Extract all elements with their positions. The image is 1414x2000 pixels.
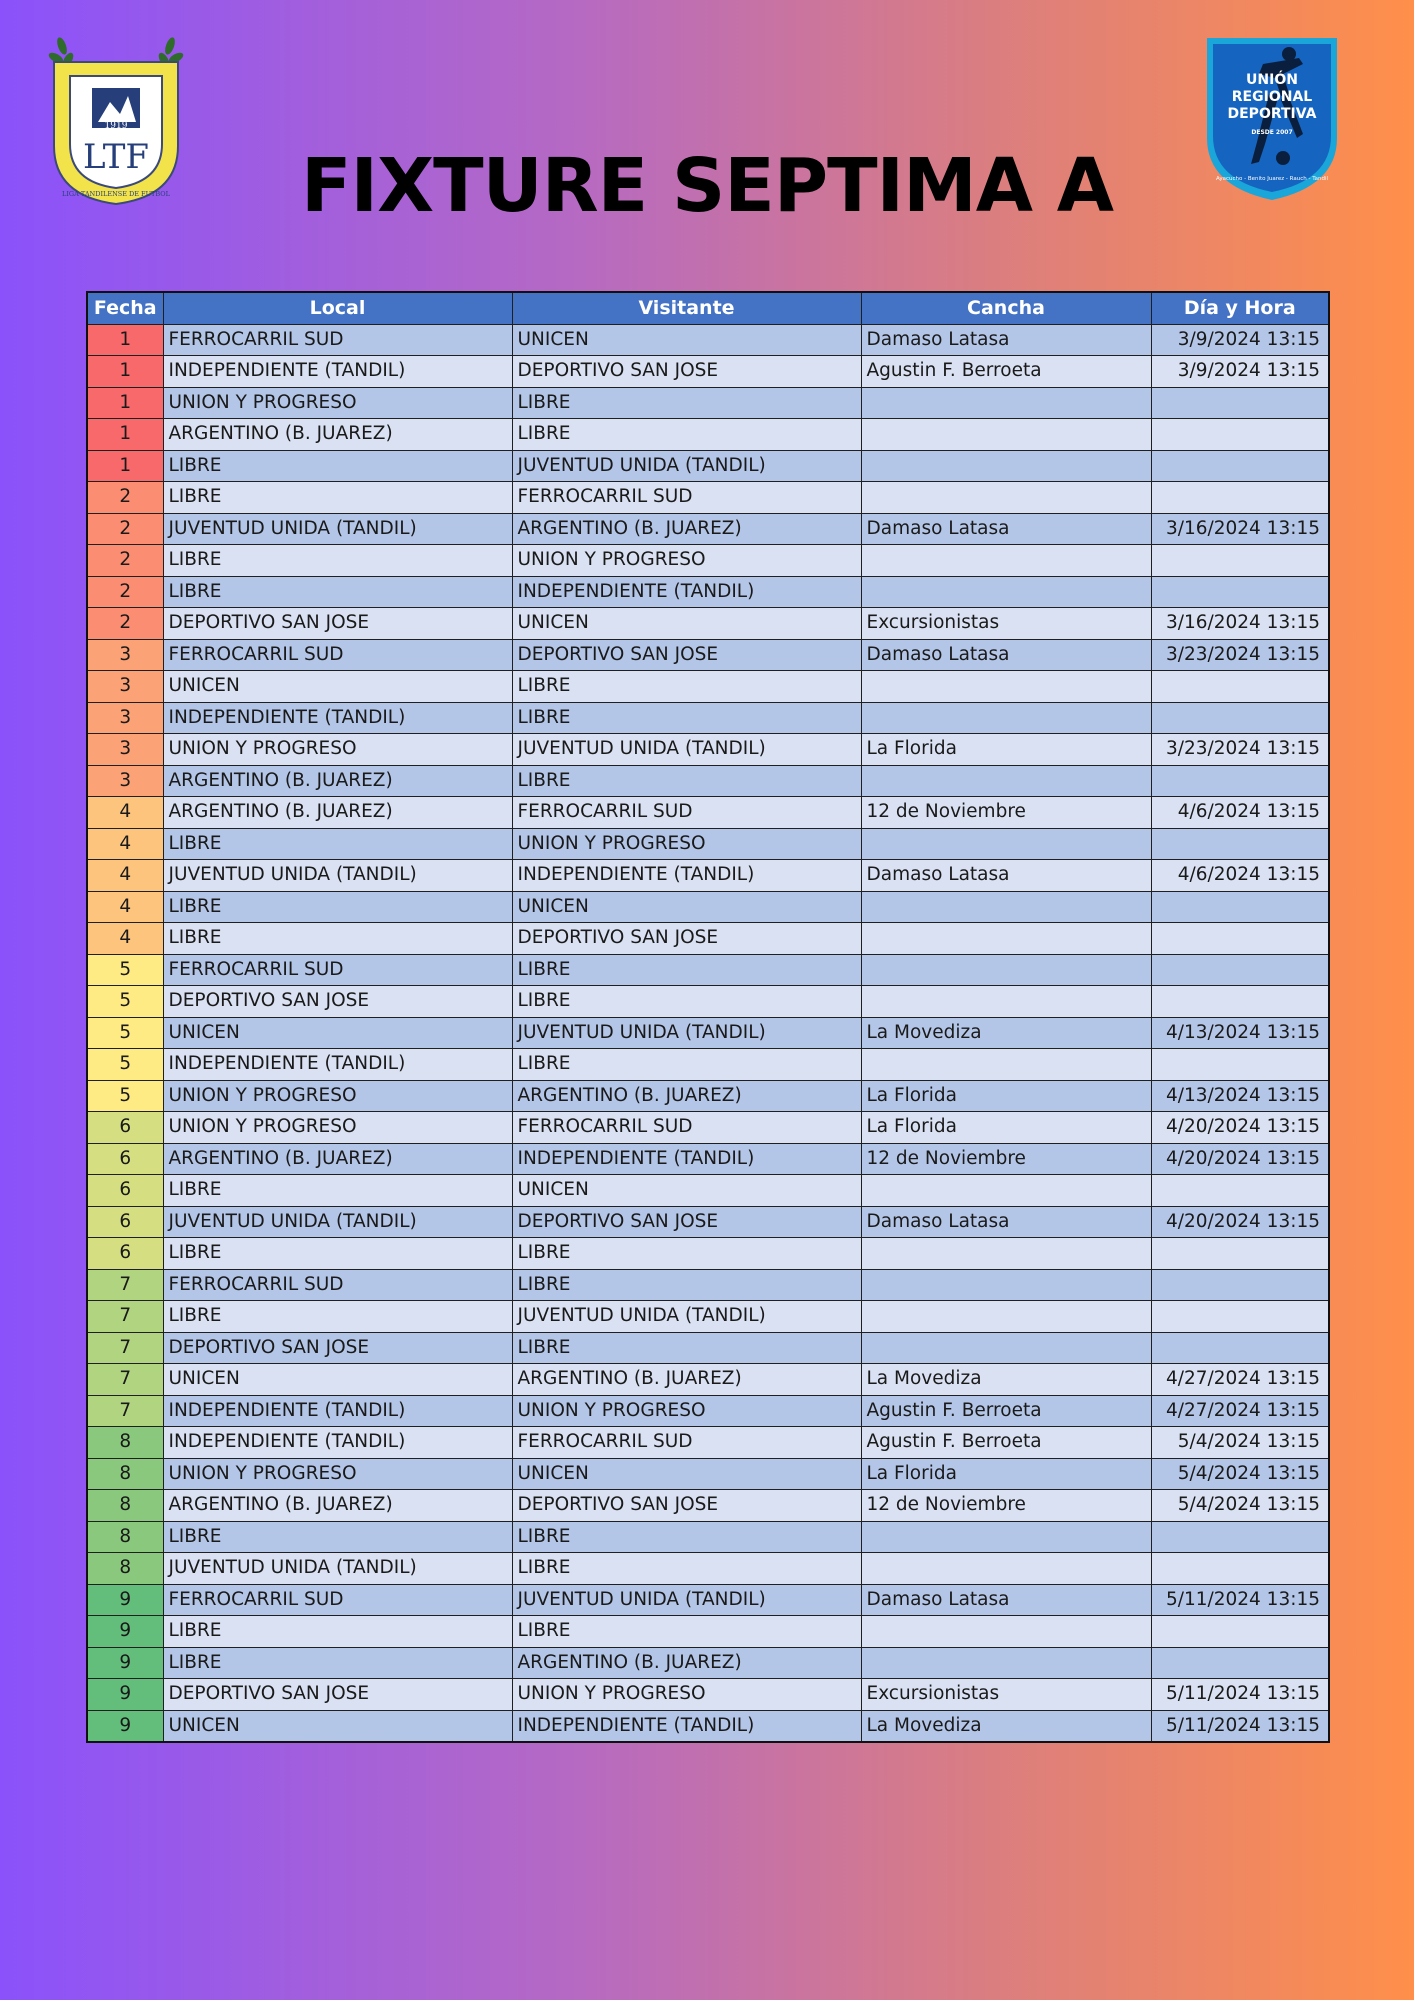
visitante-cell: LIBRE bbox=[512, 1332, 861, 1364]
visitante-cell: LIBRE bbox=[512, 387, 861, 419]
header-local: Local bbox=[163, 292, 512, 324]
page-title: FIXTURE SEPTIMA A bbox=[300, 143, 1114, 229]
table-row bbox=[87, 419, 1329, 451]
local-cell: FERROCARRIL SUD bbox=[163, 1584, 512, 1616]
fecha-cell: 8 bbox=[87, 1521, 163, 1553]
visitante-cell: UNION Y PROGRESO bbox=[512, 1679, 861, 1711]
table-row bbox=[87, 1647, 1329, 1679]
local-cell: DEPORTIVO SAN JOSE bbox=[163, 608, 512, 640]
ltf-ring-text: LIGA TANDILENSE DE FUTBOL bbox=[62, 190, 170, 198]
local-cell: LIBRE bbox=[163, 450, 512, 482]
table-row bbox=[87, 954, 1329, 986]
visitante-cell: UNICEN bbox=[512, 1458, 861, 1490]
cancha-cell bbox=[861, 545, 1151, 577]
fecha-cell: 2 bbox=[87, 482, 163, 514]
dia-hora-cell: 3/9/2024 13:15 bbox=[1151, 356, 1329, 388]
table-row bbox=[87, 986, 1329, 1018]
dia-hora-cell bbox=[1151, 828, 1329, 860]
dia-hora-cell bbox=[1151, 1269, 1329, 1301]
dia-hora-cell: 4/20/2024 13:15 bbox=[1151, 1206, 1329, 1238]
local-cell: LIBRE bbox=[163, 1521, 512, 1553]
visitante-cell: UNICEN bbox=[512, 324, 861, 356]
table-row bbox=[87, 1679, 1329, 1711]
dia-hora-cell bbox=[1151, 1616, 1329, 1648]
local-cell: UNION Y PROGRESO bbox=[163, 387, 512, 419]
table-row bbox=[87, 1269, 1329, 1301]
visitante-cell: LIBRE bbox=[512, 986, 861, 1018]
table-row bbox=[87, 702, 1329, 734]
table-row bbox=[87, 1206, 1329, 1238]
visitante-cell: ARGENTINO (B. JUAREZ) bbox=[512, 1364, 861, 1396]
visitante-cell: FERROCARRIL SUD bbox=[512, 1427, 861, 1459]
visitante-cell: ARGENTINO (B. JUAREZ) bbox=[512, 513, 861, 545]
dia-hora-cell bbox=[1151, 1238, 1329, 1270]
table-row bbox=[87, 513, 1329, 545]
visitante-cell: INDEPENDIENTE (TANDIL) bbox=[512, 1710, 861, 1742]
local-cell: JUVENTUD UNIDA (TANDIL) bbox=[163, 513, 512, 545]
dia-hora-cell bbox=[1151, 671, 1329, 703]
local-cell: UNICEN bbox=[163, 671, 512, 703]
local-cell: UNION Y PROGRESO bbox=[163, 734, 512, 766]
local-cell: DEPORTIVO SAN JOSE bbox=[163, 1679, 512, 1711]
visitante-cell: LIBRE bbox=[512, 765, 861, 797]
table-row bbox=[87, 1553, 1329, 1585]
dia-hora-cell: 4/20/2024 13:15 bbox=[1151, 1143, 1329, 1175]
table-row bbox=[87, 1364, 1329, 1396]
fecha-cell: 5 bbox=[87, 1017, 163, 1049]
dia-hora-cell bbox=[1151, 923, 1329, 955]
local-cell: LIBRE bbox=[163, 828, 512, 860]
fecha-cell: 7 bbox=[87, 1301, 163, 1333]
cancha-cell bbox=[861, 765, 1151, 797]
visitante-cell: LIBRE bbox=[512, 1238, 861, 1270]
table-row bbox=[87, 891, 1329, 923]
visitante-cell: INDEPENDIENTE (TANDIL) bbox=[512, 1143, 861, 1175]
dia-hora-cell bbox=[1151, 1553, 1329, 1585]
dia-hora-cell: 5/11/2024 13:15 bbox=[1151, 1584, 1329, 1616]
dia-hora-cell bbox=[1151, 1521, 1329, 1553]
cancha-cell: Excursionistas bbox=[861, 608, 1151, 640]
fecha-cell: 6 bbox=[87, 1238, 163, 1270]
dia-hora-cell bbox=[1151, 1301, 1329, 1333]
visitante-cell: UNION Y PROGRESO bbox=[512, 1395, 861, 1427]
cancha-cell: La Movediza bbox=[861, 1017, 1151, 1049]
cancha-cell: Agustin F. Berroeta bbox=[861, 1427, 1151, 1459]
cancha-cell bbox=[861, 1049, 1151, 1081]
table-row bbox=[87, 1049, 1329, 1081]
visitante-cell: JUVENTUD UNIDA (TANDIL) bbox=[512, 450, 861, 482]
local-cell: LIBRE bbox=[163, 923, 512, 955]
visitante-cell: FERROCARRIL SUD bbox=[512, 482, 861, 514]
local-cell: LIBRE bbox=[163, 891, 512, 923]
visitante-cell: FERROCARRIL SUD bbox=[512, 1112, 861, 1144]
visitante-cell: JUVENTUD UNIDA (TANDIL) bbox=[512, 734, 861, 766]
dia-hora-cell: 3/9/2024 13:15 bbox=[1151, 324, 1329, 356]
visitante-cell: DEPORTIVO SAN JOSE bbox=[512, 923, 861, 955]
fecha-cell: 2 bbox=[87, 576, 163, 608]
local-cell: DEPORTIVO SAN JOSE bbox=[163, 986, 512, 1018]
fixture-table bbox=[86, 291, 1330, 1743]
local-cell: LIBRE bbox=[163, 482, 512, 514]
cancha-cell: La Florida bbox=[861, 1112, 1151, 1144]
fecha-cell: 8 bbox=[87, 1553, 163, 1585]
local-cell: FERROCARRIL SUD bbox=[163, 954, 512, 986]
visitante-cell: UNICEN bbox=[512, 608, 861, 640]
table-row bbox=[87, 1175, 1329, 1207]
local-cell: UNICEN bbox=[163, 1710, 512, 1742]
fecha-cell: 6 bbox=[87, 1206, 163, 1238]
visitante-cell: INDEPENDIENTE (TANDIL) bbox=[512, 576, 861, 608]
visitante-cell: LIBRE bbox=[512, 419, 861, 451]
dia-hora-cell bbox=[1151, 1175, 1329, 1207]
fecha-cell: 4 bbox=[87, 891, 163, 923]
fecha-cell: 7 bbox=[87, 1269, 163, 1301]
dia-hora-cell: 4/13/2024 13:15 bbox=[1151, 1017, 1329, 1049]
dia-hora-cell bbox=[1151, 1332, 1329, 1364]
fecha-cell: 5 bbox=[87, 986, 163, 1018]
fecha-cell: 4 bbox=[87, 860, 163, 892]
table-row bbox=[87, 1584, 1329, 1616]
visitante-cell: LIBRE bbox=[512, 671, 861, 703]
table-row bbox=[87, 356, 1329, 388]
dia-hora-cell bbox=[1151, 765, 1329, 797]
table-row bbox=[87, 1458, 1329, 1490]
table-header-row bbox=[87, 292, 1329, 324]
visitante-cell: LIBRE bbox=[512, 1553, 861, 1585]
cancha-cell bbox=[861, 1332, 1151, 1364]
fecha-cell: 4 bbox=[87, 797, 163, 829]
fecha-cell: 5 bbox=[87, 954, 163, 986]
cancha-cell: 12 de Noviembre bbox=[861, 1490, 1151, 1522]
visitante-cell: LIBRE bbox=[512, 1521, 861, 1553]
dia-hora-cell bbox=[1151, 450, 1329, 482]
cancha-cell bbox=[861, 419, 1151, 451]
dia-hora-cell bbox=[1151, 387, 1329, 419]
cancha-cell: Damaso Latasa bbox=[861, 1206, 1151, 1238]
header-cancha: Cancha bbox=[861, 292, 1151, 324]
fecha-cell: 2 bbox=[87, 513, 163, 545]
cancha-cell bbox=[861, 1521, 1151, 1553]
cancha-cell: 12 de Noviembre bbox=[861, 797, 1151, 829]
table-row bbox=[87, 576, 1329, 608]
visitante-cell: LIBRE bbox=[512, 1269, 861, 1301]
local-cell: INDEPENDIENTE (TANDIL) bbox=[163, 356, 512, 388]
visitante-cell: DEPORTIVO SAN JOSE bbox=[512, 1206, 861, 1238]
table-row bbox=[87, 639, 1329, 671]
cancha-cell bbox=[861, 923, 1151, 955]
cancha-cell bbox=[861, 1616, 1151, 1648]
local-cell: UNICEN bbox=[163, 1017, 512, 1049]
dia-hora-cell bbox=[1151, 891, 1329, 923]
urd-line2: REGIONAL bbox=[1231, 89, 1313, 105]
fecha-cell: 1 bbox=[87, 450, 163, 482]
table-row bbox=[87, 1301, 1329, 1333]
table-row bbox=[87, 450, 1329, 482]
visitante-cell: UNICEN bbox=[512, 1175, 861, 1207]
table-row bbox=[87, 765, 1329, 797]
table-row bbox=[87, 545, 1329, 577]
dia-hora-cell: 4/27/2024 13:15 bbox=[1151, 1364, 1329, 1396]
dia-hora-cell bbox=[1151, 986, 1329, 1018]
local-cell: LIBRE bbox=[163, 1616, 512, 1648]
fecha-cell: 9 bbox=[87, 1679, 163, 1711]
cancha-cell: 12 de Noviembre bbox=[861, 1143, 1151, 1175]
local-cell: UNION Y PROGRESO bbox=[163, 1080, 512, 1112]
fecha-cell: 3 bbox=[87, 702, 163, 734]
fecha-cell: 6 bbox=[87, 1112, 163, 1144]
fecha-cell: 2 bbox=[87, 608, 163, 640]
visitante-cell: DEPORTIVO SAN JOSE bbox=[512, 1490, 861, 1522]
visitante-cell: ARGENTINO (B. JUAREZ) bbox=[512, 1080, 861, 1112]
cancha-cell: Damaso Latasa bbox=[861, 860, 1151, 892]
cancha-cell bbox=[861, 671, 1151, 703]
visitante-cell: LIBRE bbox=[512, 702, 861, 734]
cancha-cell: Excursionistas bbox=[861, 1679, 1151, 1711]
table-row bbox=[87, 1616, 1329, 1648]
cancha-cell bbox=[861, 1269, 1151, 1301]
dia-hora-cell bbox=[1151, 1647, 1329, 1679]
fecha-cell: 6 bbox=[87, 1175, 163, 1207]
fecha-cell: 3 bbox=[87, 639, 163, 671]
table-row bbox=[87, 608, 1329, 640]
dia-hora-cell: 5/4/2024 13:15 bbox=[1151, 1427, 1329, 1459]
visitante-cell: UNICEN bbox=[512, 891, 861, 923]
fecha-cell: 6 bbox=[87, 1143, 163, 1175]
cancha-cell: La Movediza bbox=[861, 1364, 1151, 1396]
table-row bbox=[87, 734, 1329, 766]
table-row bbox=[87, 860, 1329, 892]
dia-hora-cell: 4/20/2024 13:15 bbox=[1151, 1112, 1329, 1144]
local-cell: ARGENTINO (B. JUAREZ) bbox=[163, 765, 512, 797]
fecha-cell: 9 bbox=[87, 1616, 163, 1648]
fecha-cell: 9 bbox=[87, 1710, 163, 1742]
dia-hora-cell: 5/11/2024 13:15 bbox=[1151, 1679, 1329, 1711]
local-cell: JUVENTUD UNIDA (TANDIL) bbox=[163, 860, 512, 892]
table-row bbox=[87, 1112, 1329, 1144]
fecha-cell: 1 bbox=[87, 387, 163, 419]
table-row bbox=[87, 1332, 1329, 1364]
visitante-cell: LIBRE bbox=[512, 954, 861, 986]
fecha-cell: 5 bbox=[87, 1080, 163, 1112]
fecha-cell: 4 bbox=[87, 828, 163, 860]
cancha-cell bbox=[861, 1647, 1151, 1679]
urd-ring: Ayacucho - Benito Juarez - Rauch - Tandil bbox=[1215, 176, 1329, 182]
dia-hora-cell bbox=[1151, 482, 1329, 514]
cancha-cell bbox=[861, 1301, 1151, 1333]
cancha-cell: Damaso Latasa bbox=[861, 1584, 1151, 1616]
fecha-cell: 3 bbox=[87, 734, 163, 766]
table-row bbox=[87, 1017, 1329, 1049]
local-cell: FERROCARRIL SUD bbox=[163, 324, 512, 356]
table-row bbox=[87, 482, 1329, 514]
cancha-cell bbox=[861, 387, 1151, 419]
table-row bbox=[87, 1080, 1329, 1112]
dia-hora-cell bbox=[1151, 419, 1329, 451]
dia-hora-cell: 4/27/2024 13:15 bbox=[1151, 1395, 1329, 1427]
local-cell: INDEPENDIENTE (TANDIL) bbox=[163, 702, 512, 734]
dia-hora-cell: 5/4/2024 13:15 bbox=[1151, 1458, 1329, 1490]
fecha-cell: 7 bbox=[87, 1364, 163, 1396]
dia-hora-cell bbox=[1151, 1049, 1329, 1081]
table-row bbox=[87, 387, 1329, 419]
local-cell: LIBRE bbox=[163, 1647, 512, 1679]
header-dia-hora: Día y Hora bbox=[1151, 292, 1329, 324]
dia-hora-cell: 3/16/2024 13:15 bbox=[1151, 608, 1329, 640]
dia-hora-cell: 5/11/2024 13:15 bbox=[1151, 1710, 1329, 1742]
visitante-cell: JUVENTUD UNIDA (TANDIL) bbox=[512, 1584, 861, 1616]
urd-line3: DEPORTIVA bbox=[1227, 106, 1317, 122]
fecha-cell: 4 bbox=[87, 923, 163, 955]
local-cell: ARGENTINO (B. JUAREZ) bbox=[163, 1490, 512, 1522]
visitante-cell: INDEPENDIENTE (TANDIL) bbox=[512, 860, 861, 892]
table-row bbox=[87, 324, 1329, 356]
local-cell: FERROCARRIL SUD bbox=[163, 639, 512, 671]
local-cell: INDEPENDIENTE (TANDIL) bbox=[163, 1049, 512, 1081]
fecha-cell: 3 bbox=[87, 671, 163, 703]
cancha-cell: La Florida bbox=[861, 1458, 1151, 1490]
local-cell: LIBRE bbox=[163, 576, 512, 608]
visitante-cell: LIBRE bbox=[512, 1049, 861, 1081]
cancha-cell: Agustin F. Berroeta bbox=[861, 356, 1151, 388]
cancha-cell bbox=[861, 1238, 1151, 1270]
visitante-cell: DEPORTIVO SAN JOSE bbox=[512, 356, 861, 388]
dia-hora-cell: 4/13/2024 13:15 bbox=[1151, 1080, 1329, 1112]
fecha-cell: 9 bbox=[87, 1647, 163, 1679]
cancha-cell: Damaso Latasa bbox=[861, 639, 1151, 671]
local-cell: UNION Y PROGRESO bbox=[163, 1112, 512, 1144]
table-row bbox=[87, 797, 1329, 829]
local-cell: ARGENTINO (B. JUAREZ) bbox=[163, 419, 512, 451]
table-body bbox=[87, 324, 1329, 1742]
urd-line1: UNIÓN bbox=[1246, 72, 1298, 88]
cancha-cell bbox=[861, 986, 1151, 1018]
ltf-year: 1919 bbox=[104, 121, 128, 131]
cancha-cell: La Florida bbox=[861, 1080, 1151, 1112]
cancha-cell bbox=[861, 482, 1151, 514]
cancha-cell: La Florida bbox=[861, 734, 1151, 766]
fecha-cell: 2 bbox=[87, 545, 163, 577]
cancha-cell bbox=[861, 891, 1151, 923]
visitante-cell: LIBRE bbox=[512, 1616, 861, 1648]
fecha-cell: 8 bbox=[87, 1427, 163, 1459]
local-cell: LIBRE bbox=[163, 1175, 512, 1207]
dia-hora-cell bbox=[1151, 954, 1329, 986]
visitante-cell: JUVENTUD UNIDA (TANDIL) bbox=[512, 1301, 861, 1333]
table-row bbox=[87, 1710, 1329, 1742]
local-cell: ARGENTINO (B. JUAREZ) bbox=[163, 1143, 512, 1175]
local-cell: JUVENTUD UNIDA (TANDIL) bbox=[163, 1553, 512, 1585]
dia-hora-cell: 4/6/2024 13:15 bbox=[1151, 860, 1329, 892]
local-cell: INDEPENDIENTE (TANDIL) bbox=[163, 1395, 512, 1427]
cancha-cell bbox=[861, 450, 1151, 482]
ltf-initials: LTF bbox=[82, 137, 150, 177]
table-row bbox=[87, 1490, 1329, 1522]
dia-hora-cell bbox=[1151, 576, 1329, 608]
dia-hora-cell: 3/23/2024 13:15 bbox=[1151, 734, 1329, 766]
local-cell: FERROCARRIL SUD bbox=[163, 1269, 512, 1301]
table-row bbox=[87, 923, 1329, 955]
header-fecha: Fecha bbox=[87, 292, 163, 324]
table-row bbox=[87, 1143, 1329, 1175]
cancha-cell bbox=[861, 954, 1151, 986]
local-cell: LIBRE bbox=[163, 1301, 512, 1333]
table-row bbox=[87, 1395, 1329, 1427]
visitante-cell: JUVENTUD UNIDA (TANDIL) bbox=[512, 1017, 861, 1049]
fecha-cell: 8 bbox=[87, 1458, 163, 1490]
table-row bbox=[87, 1238, 1329, 1270]
local-cell: UNION Y PROGRESO bbox=[163, 1458, 512, 1490]
dia-hora-cell: 4/6/2024 13:15 bbox=[1151, 797, 1329, 829]
table-row bbox=[87, 671, 1329, 703]
cancha-cell: Damaso Latasa bbox=[861, 324, 1151, 356]
urd-since: DESDE 2007 bbox=[1251, 129, 1293, 136]
cancha-cell: Damaso Latasa bbox=[861, 513, 1151, 545]
fecha-cell: 7 bbox=[87, 1332, 163, 1364]
cancha-cell bbox=[861, 1175, 1151, 1207]
local-cell: JUVENTUD UNIDA (TANDIL) bbox=[163, 1206, 512, 1238]
cancha-cell bbox=[861, 1553, 1151, 1585]
fecha-cell: 1 bbox=[87, 324, 163, 356]
visitante-cell: ARGENTINO (B. JUAREZ) bbox=[512, 1647, 861, 1679]
table-row bbox=[87, 1427, 1329, 1459]
table-row bbox=[87, 828, 1329, 860]
visitante-cell: UNION Y PROGRESO bbox=[512, 545, 861, 577]
cancha-cell bbox=[861, 828, 1151, 860]
local-cell: DEPORTIVO SAN JOSE bbox=[163, 1332, 512, 1364]
fecha-cell: 7 bbox=[87, 1395, 163, 1427]
fecha-cell: 1 bbox=[87, 356, 163, 388]
dia-hora-cell: 5/4/2024 13:15 bbox=[1151, 1490, 1329, 1522]
fecha-cell: 9 bbox=[87, 1584, 163, 1616]
dia-hora-cell bbox=[1151, 702, 1329, 734]
visitante-cell: FERROCARRIL SUD bbox=[512, 797, 861, 829]
local-cell: LIBRE bbox=[163, 1238, 512, 1270]
dia-hora-cell bbox=[1151, 545, 1329, 577]
fecha-cell: 8 bbox=[87, 1490, 163, 1522]
fecha-cell: 3 bbox=[87, 765, 163, 797]
fecha-cell: 5 bbox=[87, 1049, 163, 1081]
cancha-cell bbox=[861, 702, 1151, 734]
fecha-cell: 1 bbox=[87, 419, 163, 451]
local-cell: ARGENTINO (B. JUAREZ) bbox=[163, 797, 512, 829]
header-visitante: Visitante bbox=[512, 292, 861, 324]
table-row bbox=[87, 1521, 1329, 1553]
local-cell: LIBRE bbox=[163, 545, 512, 577]
cancha-cell: Agustin F. Berroeta bbox=[861, 1395, 1151, 1427]
dia-hora-cell: 3/16/2024 13:15 bbox=[1151, 513, 1329, 545]
dia-hora-cell: 3/23/2024 13:15 bbox=[1151, 639, 1329, 671]
cancha-cell bbox=[861, 576, 1151, 608]
local-cell: INDEPENDIENTE (TANDIL) bbox=[163, 1427, 512, 1459]
visitante-cell: UNION Y PROGRESO bbox=[512, 828, 861, 860]
local-cell: UNICEN bbox=[163, 1364, 512, 1396]
cancha-cell: La Movediza bbox=[861, 1710, 1151, 1742]
visitante-cell: DEPORTIVO SAN JOSE bbox=[512, 639, 861, 671]
